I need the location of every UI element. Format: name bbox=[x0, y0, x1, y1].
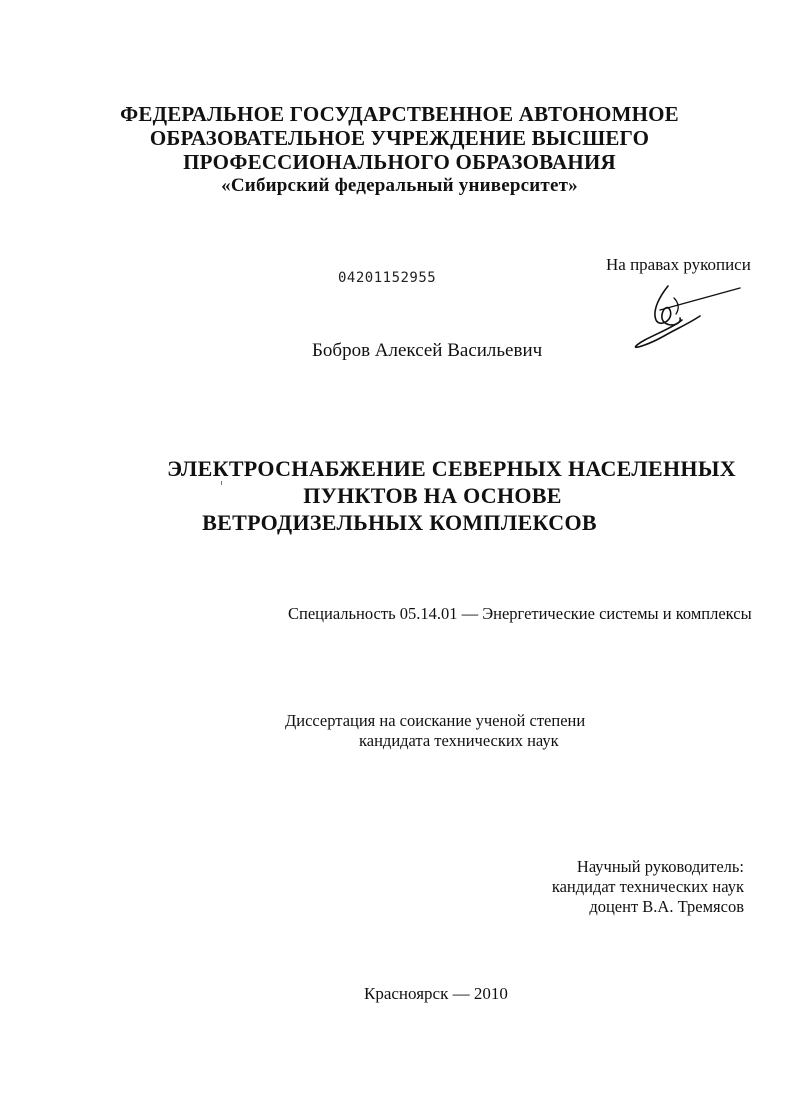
degree-statement bbox=[285, 711, 585, 751]
degree-line-1: Диссертация на соискание ученой степени bbox=[285, 711, 586, 730]
supervisor-line-2: кандидат технических наук bbox=[551, 877, 744, 896]
title-line-3: ВЕТРОДИЗЕЛЬНЫХ КОМПЛЕКСОВ bbox=[202, 510, 597, 535]
institution-header bbox=[0, 102, 799, 198]
header-line-3: ПРОФЕССИОНАЛЬНОГО ОБРАЗОВАНИЯ bbox=[183, 150, 616, 174]
city-and-year: Красноярск — 2010 bbox=[364, 984, 508, 1003]
scientific-supervisor bbox=[552, 857, 744, 917]
title-line-2: ПУНКТОВ НА ОСНОВЕ bbox=[303, 483, 562, 508]
supervisor-line-3: доцент В.А. Тремясов bbox=[589, 897, 744, 916]
degree-line-2: кандидата технических наук bbox=[359, 731, 559, 750]
university-name: «Сибирский федеральный университет» bbox=[221, 175, 578, 196]
specialty-line: Специальность 05.14.01 — Энергетические системы и комплексы bbox=[288, 604, 752, 623]
author-name: Бобров Алексей Васильевич bbox=[312, 340, 543, 361]
title-line-1: ЭЛЕКТРОСНАБЖЕНИЕ СЕВЕРНЫХ НАСЕЛЕННЫХ bbox=[167, 456, 736, 481]
dissertation-title bbox=[0, 455, 799, 536]
supervisor-line-1: Научный руководитель: bbox=[576, 857, 744, 876]
header-line-1: ФЕДЕРАЛЬНОЕ ГОСУДАРСТВЕННОЕ АВТОНОМНОЕ bbox=[120, 102, 679, 126]
registration-number: 04201152955 bbox=[338, 270, 437, 286]
signature-icon bbox=[630, 280, 750, 352]
header-line-2: ОБРАЗОВАТЕЛЬНОЕ УЧРЕЖДЕНИЕ ВЫСШЕГО bbox=[149, 126, 650, 150]
manuscript-rights-note: На правах рукописи bbox=[606, 255, 751, 274]
